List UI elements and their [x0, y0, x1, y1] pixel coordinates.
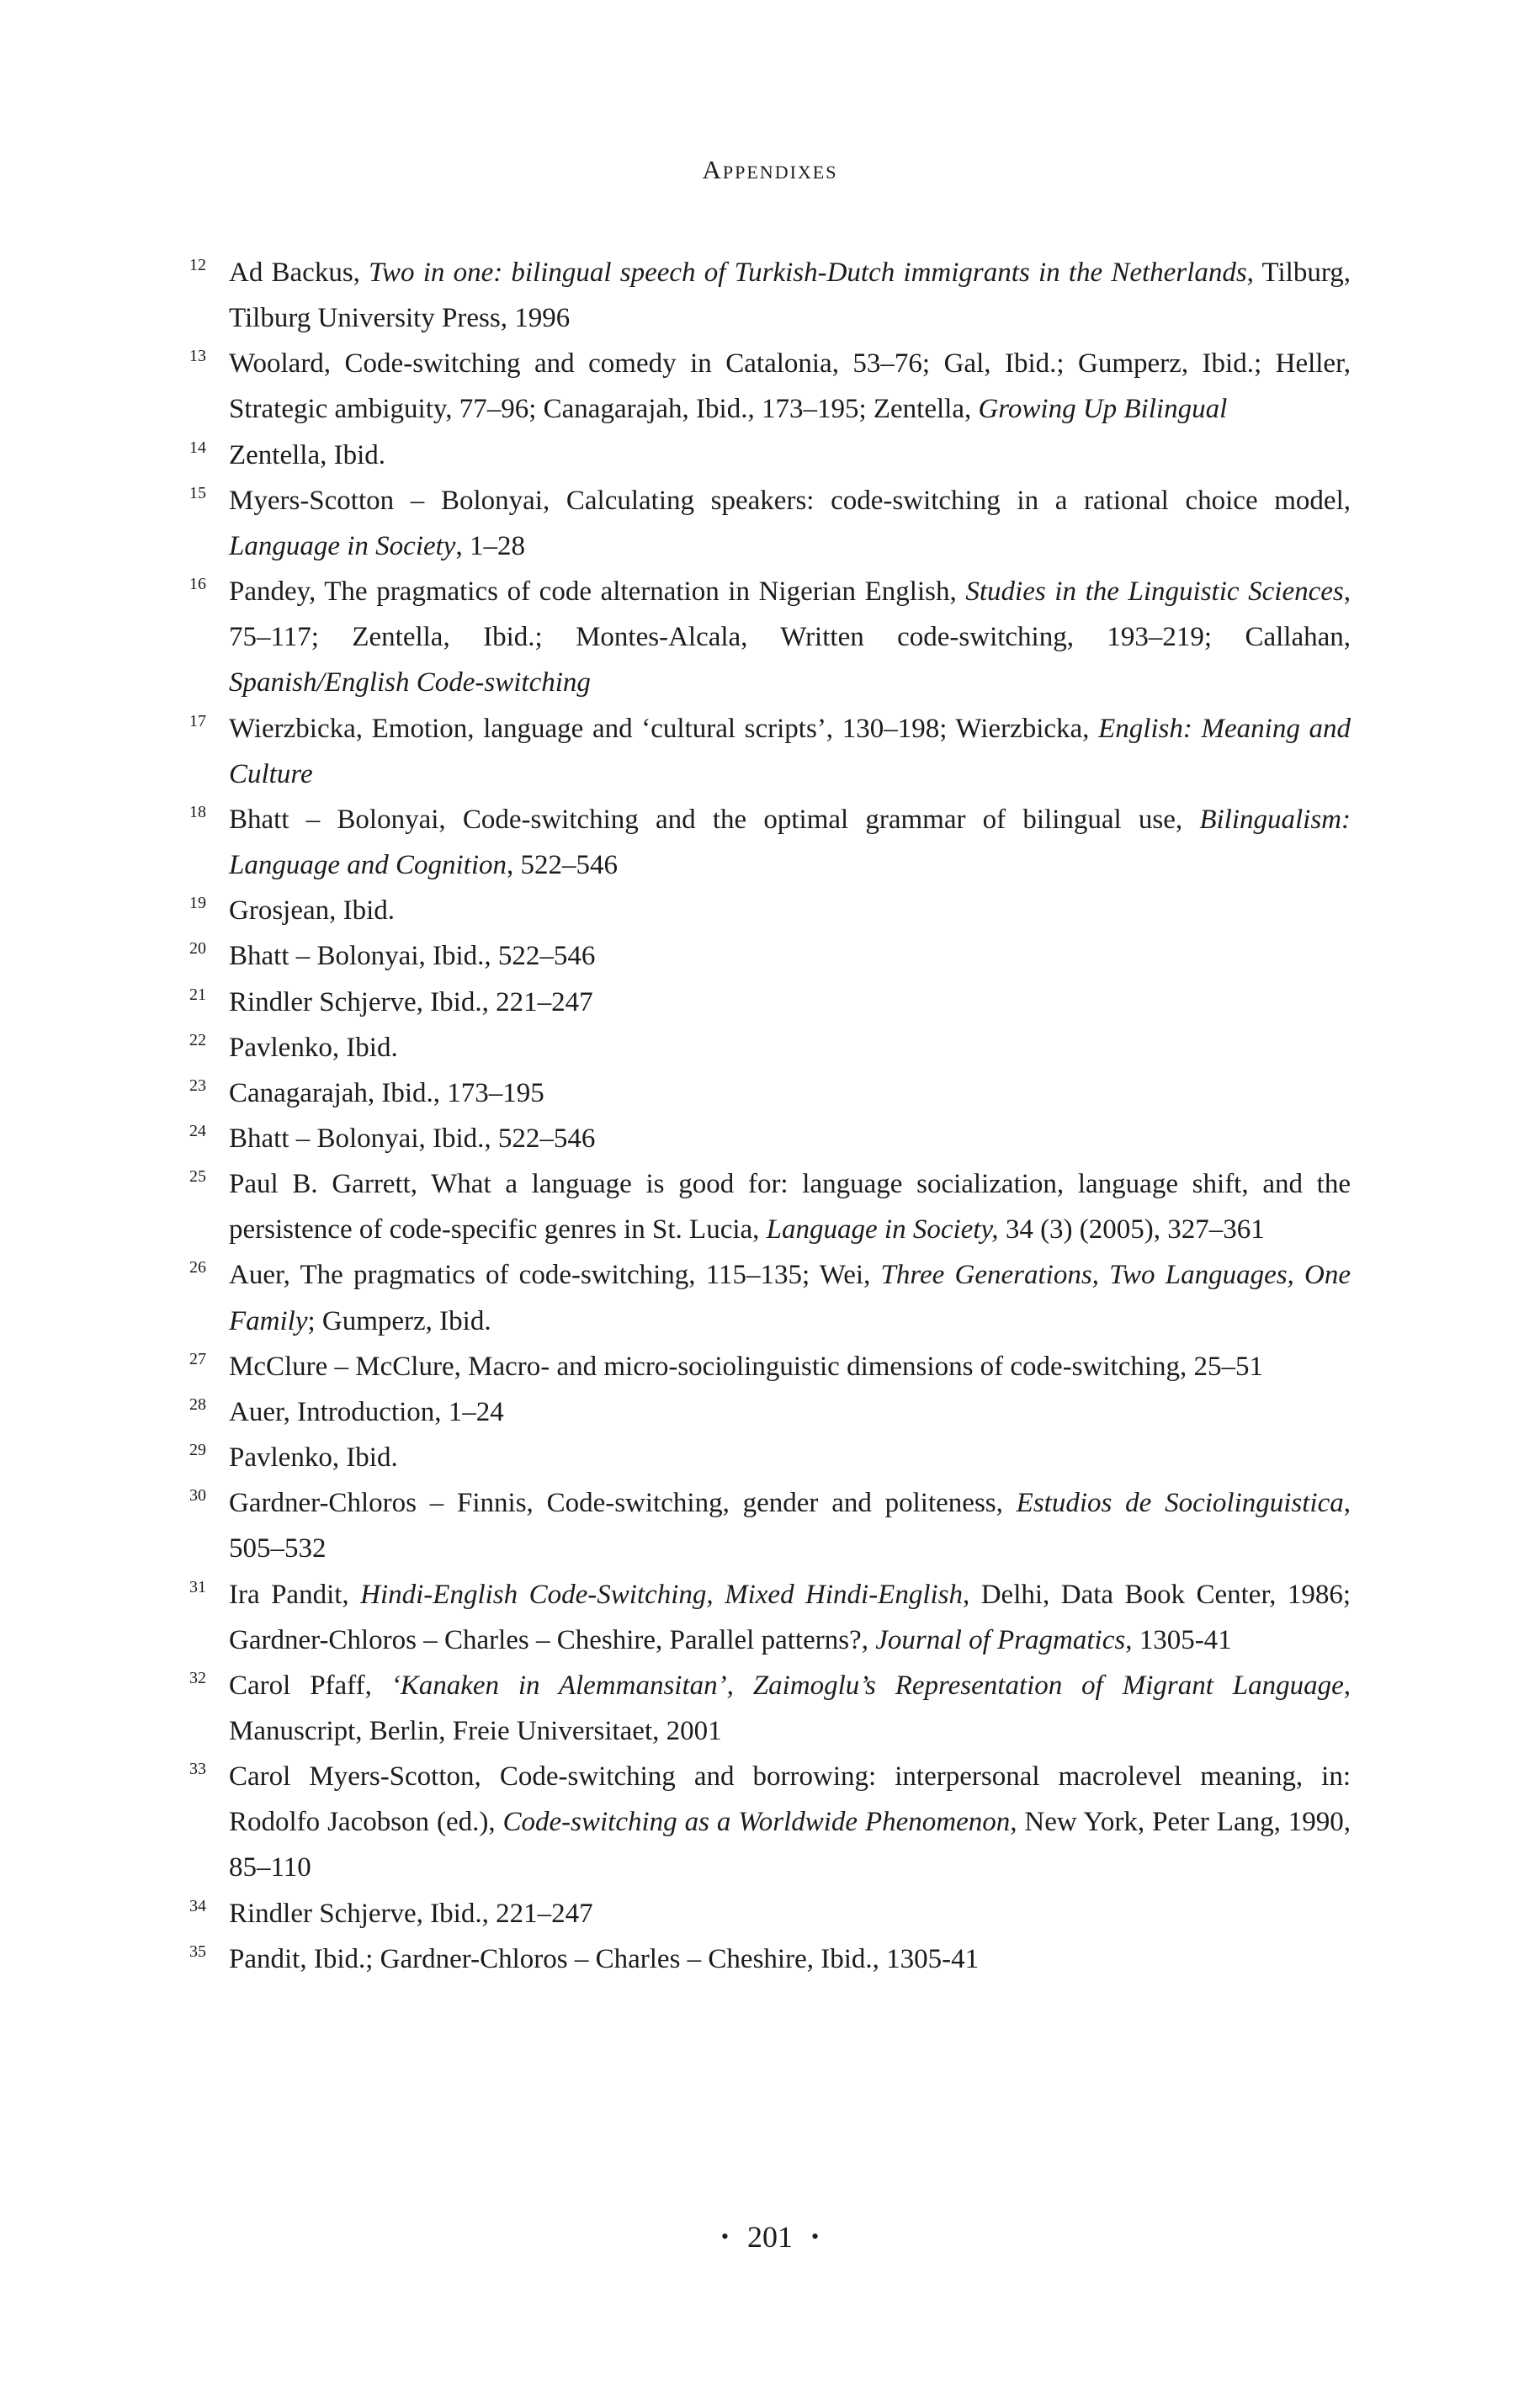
running-head: Appendixes: [702, 155, 838, 184]
endnote: [189, 341, 1351, 432]
endnote-text: [229, 805, 1351, 880]
citation-text: Ad Backus,: [229, 258, 369, 288]
endnote-text: [229, 440, 385, 470]
endnote-number: 17: [189, 711, 206, 730]
endnote: [189, 1891, 1351, 1936]
endnote-number: 27: [189, 1349, 206, 1368]
endnote-number: 23: [189, 1076, 206, 1095]
endnote-text: [229, 1078, 544, 1108]
citation-text: Grosjean, Ibid.: [229, 895, 396, 927]
endnote: [189, 1435, 1351, 1480]
endnote-number: 16: [189, 575, 206, 594]
citation-text: , Tilburg, Tilburg University Press, 1996: [229, 258, 1351, 334]
endnote: [189, 1344, 1351, 1389]
citation-text: Wierzbicka, Emotion, language and ‘cultural scripts’, 130–198; Wierzbicka,: [229, 713, 1099, 744]
italic-title: Language in Society: [229, 530, 456, 561]
endnote-text: [229, 1033, 398, 1063]
endnote-number: 26: [189, 1258, 206, 1277]
endnote-number: 14: [189, 438, 206, 457]
italic-title: ‘Kanaken in Alemmansitan’, Zaimoglu’s Representation of Migrant Language: [390, 1670, 1344, 1701]
endnote: [189, 250, 1351, 341]
italic-title: Estudios de Sociolinguistica: [1016, 1488, 1344, 1519]
endnote-number: 20: [189, 939, 206, 959]
endnote-text: [229, 1671, 1351, 1746]
endnote-text: [229, 1397, 504, 1427]
citation-text: 34 (3) (2005), 327–361: [998, 1214, 1265, 1246]
endnote-number: 34: [189, 1896, 206, 1915]
endnote-text: [229, 258, 1351, 333]
citation-text: , 75–117; Zentella, Ibid.; Montes-Alcala, Written code-switching, 193–219; Callahan,: [229, 576, 1351, 653]
endnote-text: [229, 714, 1351, 789]
endnote: [189, 1389, 1351, 1435]
endnote-text: [229, 486, 1351, 561]
endnote: [189, 706, 1351, 797]
ornament-bullet-right: •: [811, 2224, 820, 2249]
italic-title: Bilingualism: Language and Cognition: [229, 804, 1351, 881]
endnote-text: [229, 1580, 1351, 1655]
italic-title: Studies in the Linguistic Sciences: [965, 576, 1344, 608]
citation-text: ; Gumperz, Ibid.: [307, 1305, 491, 1336]
endnote: [189, 797, 1351, 888]
italic-title: Three Generations, Two Languages, One Family: [229, 1260, 1351, 1336]
citation-text: Carol Pfaff,: [229, 1670, 391, 1701]
endnote-number: 31: [189, 1577, 206, 1596]
endnote-text: [229, 1123, 595, 1154]
citation-text: Paul B. Garrett, What a language is good for: language socialization, language shift, and the persistence of code-specific genres in St. Lucia,: [229, 1169, 1351, 1246]
citation-text: Zentella, Ibid.: [229, 439, 386, 470]
citation-text: Myers-Scotton – Bolonyai, Calculating speakers: code-switching in a rational choice model,: [229, 485, 1351, 516]
citation-text: Woolard, Code-switching and comedy in Catalonia, 53–76; Gal, Ibid.; Gumperz, Ibid.; Heller, Strategic ambiguity, 77–96; Canagarajah, Ibid., 173–195; Zentella,: [229, 348, 1351, 425]
italic-title: Spanish/English Code-switching: [229, 667, 591, 699]
italic-title: English: Meaning and Culture: [229, 713, 1351, 789]
endnote-text: [229, 576, 1351, 698]
endnote-number: 13: [189, 347, 206, 366]
endnote: [189, 980, 1351, 1025]
citation-text: Carol Myers-Scotton, Code-switching and borrowing: interpersonal macrolevel meaning, in: Rodolfo Jacobson (ed.),: [229, 1761, 1351, 1838]
italic-title: Code-switching as a Worldwide Phenomenon: [502, 1807, 1011, 1838]
italic-title: Two in one: bilingual speech of Turkish-Dutch immigrants in the Netherlands: [369, 258, 1247, 288]
citation-text: Bhatt – Bolonyai, Ibid., 522–546: [229, 941, 596, 972]
endnote: [189, 433, 1351, 478]
citation-text: Rindler Schjerve, Ibid., 221–247: [229, 986, 593, 1017]
endnote: [189, 1663, 1351, 1754]
citation-text: Gardner-Chloros – Finnis, Code-switching, gender and politeness,: [229, 1488, 1017, 1519]
endnote: [189, 888, 1351, 933]
citation-text: Ira Pandit,: [229, 1579, 361, 1610]
endnote: [189, 569, 1351, 705]
endnote: [189, 1252, 1351, 1343]
citation-text: , Delhi, Data Book Center, 1986; Gardner-Chloros – Charles – Cheshire, Parallel patterns?,: [229, 1579, 1351, 1655]
italic-title: Language in Society,: [766, 1214, 999, 1246]
citation-text: Auer, The pragmatics of code-switching, 115–135; Wei,: [229, 1260, 881, 1291]
italic-title: Hindi-English Code-Switching, Mixed Hindi-English: [360, 1579, 964, 1610]
endnote-text: [229, 1169, 1351, 1245]
citation-text: Pandit, Ibid.; Gardner-Chloros – Charles – Cheshire, Ibid., 1305-41: [229, 1943, 980, 1974]
endnote-text: [229, 1761, 1351, 1883]
endnote-number: 22: [189, 1030, 206, 1049]
citation-text: Pavlenko, Ibid.: [229, 1442, 398, 1474]
endnote: [189, 1070, 1351, 1116]
citation-text: Pandey, The pragmatics of code alternation in Nigerian English,: [229, 576, 966, 608]
citation-text: Rindler Schjerve, Ibid., 221–247: [229, 1898, 593, 1929]
endnote: [189, 1754, 1351, 1890]
endnote-number: 19: [189, 894, 206, 913]
endnote-number: 32: [189, 1668, 206, 1687]
citation-text: Auer, Introduction, 1–24: [229, 1396, 504, 1427]
endnote-number: 29: [189, 1441, 206, 1460]
endnote-number: 25: [189, 1167, 206, 1187]
citation-text: , New York, Peter Lang, 1990, 85–110: [229, 1807, 1351, 1883]
endnote-text: [229, 1899, 593, 1929]
endnote: [189, 1572, 1351, 1663]
endnote: [189, 1936, 1351, 1982]
citation-text: Canagarajah, Ibid., 173–195: [229, 1077, 544, 1108]
citation-text: , Manuscript, Berlin, Freie Universitaet, 2001: [229, 1670, 1351, 1746]
endnote: [189, 1480, 1351, 1571]
endnote: [189, 478, 1351, 569]
endnote-text: [229, 1442, 398, 1473]
endnote-text: [229, 941, 595, 971]
italic-title: Growing Up Bilingual: [978, 394, 1228, 425]
endnote-number: 12: [189, 256, 206, 274]
endnote-number: 15: [189, 483, 206, 502]
citation-text: Pavlenko, Ibid.: [229, 1032, 398, 1063]
endnote-number: 24: [189, 1121, 206, 1140]
endnote-number: 28: [189, 1394, 206, 1414]
endnote: [189, 1116, 1351, 1161]
endnote: [189, 1025, 1351, 1070]
endnote-text: [229, 895, 395, 926]
endnotes-list: [189, 250, 1351, 1982]
citation-text: , 522–546: [507, 850, 619, 881]
citation-text: Bhatt – Bolonyai, Ibid., 522–546: [229, 1123, 596, 1154]
page-number: 201: [747, 2220, 793, 2254]
ornament-bullet-left: •: [720, 2224, 729, 2249]
endnote: [189, 933, 1351, 979]
citation-text: , 1305-41: [1125, 1624, 1232, 1655]
page-folio: [0, 2218, 1540, 2259]
endnote: [189, 1161, 1351, 1252]
endnote-number: 33: [189, 1760, 206, 1779]
citation-text: Bhatt – Bolonyai, Code-switching and the optimal grammar of bilingual use,: [229, 804, 1200, 835]
endnote-number: 35: [189, 1941, 206, 1961]
citation-text: , 1–28: [455, 530, 525, 561]
italic-title: Journal of Pragmatics: [875, 1624, 1126, 1655]
citation-text: McClure – McClure, Macro- and micro-sociolinguistic dimensions of code-switching, 25–51: [229, 1351, 1264, 1382]
endnote-text: [229, 1260, 1351, 1336]
endnote-text: [229, 348, 1351, 424]
endnote-text: [229, 1352, 1263, 1382]
endnote-number: 21: [189, 985, 206, 1004]
endnote-number: 30: [189, 1486, 206, 1506]
endnote-text: [229, 1944, 979, 1974]
endnote-number: 18: [189, 802, 206, 821]
citation-text: , 505–532: [229, 1488, 1351, 1564]
endnote-text: [229, 1488, 1351, 1564]
endnote-text: [229, 987, 593, 1017]
